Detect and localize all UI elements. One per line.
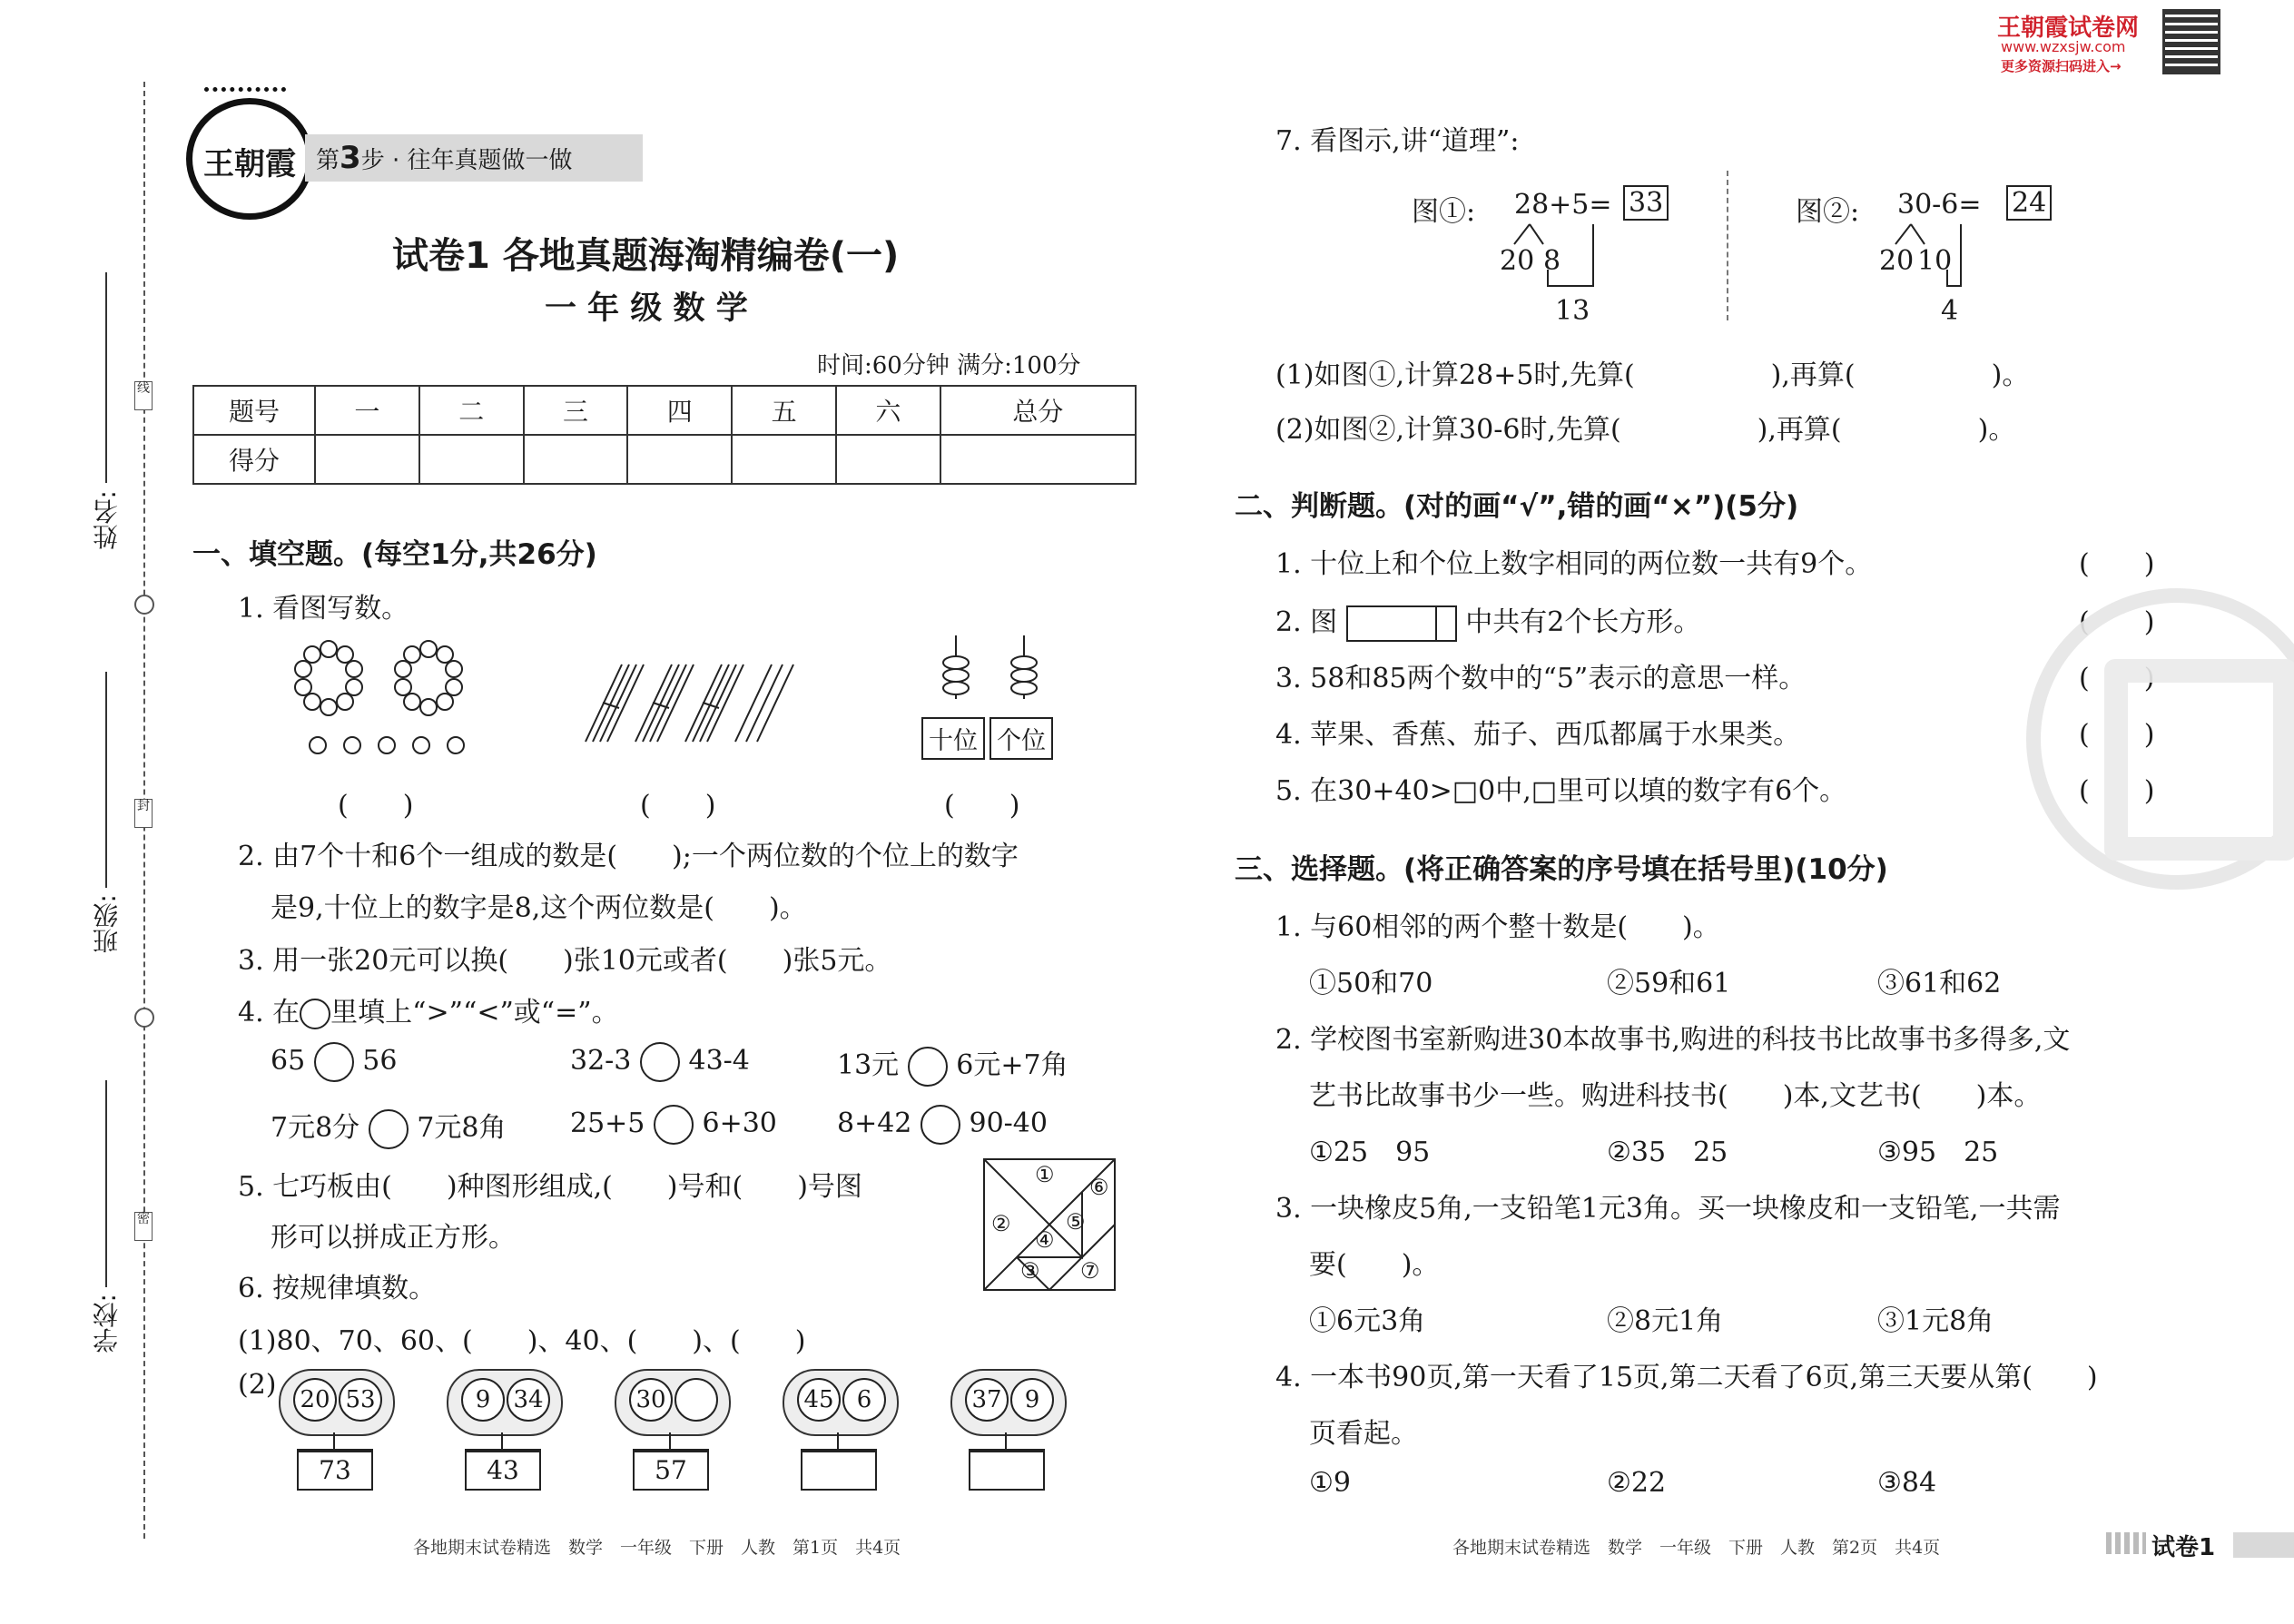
seal-mark-feng: 封 [134,799,153,828]
flower-stem [1005,1432,1007,1451]
fig1-split-sum: 13 [1555,295,1590,327]
judge-answer[interactable]: ( ) [2079,663,2155,694]
pot-number: 57 [633,1449,709,1491]
seal-mark-mi: 密 [134,1212,153,1241]
score-header-cell: 二 [419,386,524,435]
score-header-cell: 三 [524,386,628,435]
compare-item [570,1042,750,1082]
flower-center: 6 [842,1378,886,1422]
q4-text [238,989,619,1029]
compare-left: 8+42 [837,1107,912,1139]
score-header-cell: 总分 [940,386,1136,435]
compare-circle[interactable] [640,1042,680,1082]
compare-circle[interactable] [369,1109,409,1149]
loose-sticks [735,664,793,742]
score-cell[interactable] [315,435,419,484]
logo-badge [186,98,313,220]
score-table [192,385,1137,485]
compare-right: 56 [362,1045,398,1077]
flower-pot [613,1362,731,1489]
school-label: 学校: [92,1294,122,1353]
judge-answer[interactable]: ( ) [2079,719,2155,751]
choice-q2-1: 2. 学校图书室新购进30本故事书,购进的科技书比故事书多得多,文 [1275,1024,2071,1056]
figure-divider [1727,171,1728,320]
paper-title: 试卷1 各地真题海淘精编卷(一) [392,235,900,277]
flower-stem [837,1432,839,1451]
tangram-label-3: ③ [1020,1258,1040,1284]
choice-q4-1: 4. 一本书90页,第一天看了15页,第二天看了6页,第三天要从第( ) [1275,1362,2098,1393]
compare-left: 25+5 [570,1107,645,1139]
score-cell[interactable] [524,435,628,484]
q2-text-2: 是9,十位上的数字是8,这个两位数是( )。 [271,892,807,924]
choice-option[interactable]: ①25 95 [1309,1137,1431,1168]
judge-item-2-b: 中共有2个长方形。 [1465,606,1701,638]
ten-bead-ring-2 [395,641,462,715]
choice-option[interactable]: ②35 25 [1607,1137,1728,1168]
flower-stem [669,1432,671,1451]
step-number: 3 [340,140,361,176]
fig2-split-a: 20 [1879,245,1915,277]
choice-q3-1: 3. 一块橡皮5角,一支铅笔1元3角。买一块橡皮和一支铅笔,一共需 [1275,1193,2061,1225]
flower-pot [949,1362,1067,1489]
score-cell[interactable] [940,435,1136,484]
q1-text: 1. 看图写数。 [238,593,409,625]
flower-center: 9 [461,1378,505,1422]
bead-rings-figure [289,640,484,758]
compare-right: 6元+7角 [956,1049,1068,1081]
flower-center: 20 [293,1378,337,1422]
flower-pot [781,1362,899,1489]
fig2-split-b: 10 [1917,245,1953,277]
tangram-label-7: ⑦ [1080,1258,1100,1284]
tangram-label-6: ⑥ [1089,1175,1109,1200]
judge-item: 4. 苹果、香蕉、茄子、西瓜都属于水果类。 [1275,719,1801,751]
choice-option[interactable]: ②59和61 [1607,968,1731,999]
footer-pattern [2106,1532,2146,1554]
tangram-label-1: ① [1035,1162,1055,1187]
compare-item [570,1105,777,1145]
bundle-3 [685,664,743,742]
judge-item: 1. 十位上和个位上数字相同的两位数一共有9个。 [1275,548,1873,580]
choice-q1: 1. 与60相邻的两个整十数是( )。 [1275,911,1720,943]
choice-option[interactable]: ①9 [1309,1467,1351,1499]
binding-dot-2 [134,1008,154,1028]
score-cell[interactable] [627,435,732,484]
footer-left: 各地期末试卷精选 数学 一年级 下册 人教 第1页 共4页 [413,1538,901,1558]
pot-number-blank[interactable] [801,1449,877,1491]
q6-1-text: (1)80、70、60、( )、40、( )、( ) [238,1325,806,1357]
judge-answer[interactable]: ( ) [2079,775,2155,807]
footer-tag: 试卷1 [2151,1534,2216,1561]
abacus-label-tens: 十位 [921,717,985,760]
choice-option[interactable]: ③61和62 [1877,968,2002,999]
single-beads [310,737,464,753]
compare-left: 13元 [837,1049,900,1081]
judge-item: 3. 58和85两个数中的“5”表示的意思一样。 [1275,663,1807,694]
fig1-split-lines [1489,222,1616,331]
answer-paren[interactable]: ( ) [640,790,716,822]
compare-item [837,1105,1048,1145]
score-row-label: 得分 [193,435,315,484]
tangram-label-4: ④ [1035,1227,1055,1253]
choice-q3-2: 要( )。 [1309,1249,1440,1281]
score-header-cell: 四 [627,386,732,435]
step-pre: 第 [316,147,340,174]
footer-tag-bar [2233,1532,2294,1558]
compare-left: 7元8分 [271,1112,360,1144]
q6-text: 6. 按规律填数。 [238,1273,437,1304]
choice-option[interactable]: ①6元3角 [1309,1305,1426,1337]
step-banner [305,134,643,182]
pot-number-blank[interactable] [969,1449,1045,1491]
score-header-cell: 六 [836,386,940,435]
q3-text: 3. 用一张20元可以换( )张10元或者( )张5元。 [238,945,892,977]
score-table-header [193,386,1136,435]
choice-option[interactable]: ②8元1角 [1607,1305,1724,1337]
bundle-2 [635,664,694,742]
flower-center: 30 [629,1378,673,1422]
step-text: 步 · 往年真题做一做 [360,147,573,174]
score-header-cell: 五 [732,386,836,435]
q4-text-b: 里填上“>”“<”或“=”。 [330,997,619,1029]
pot-number: 43 [465,1449,541,1491]
fig1-answer: 33 [1623,185,1669,221]
binding-dot-1 [134,595,154,615]
judge-item: 5. 在30+40>□0中,□里可以填的数字有6个。 [1275,775,1847,807]
flower-pot [277,1362,395,1489]
bundle-1 [586,664,644,742]
compare-circle[interactable] [654,1105,694,1145]
flower-center: 53 [339,1378,382,1422]
flower-center: 34 [507,1378,550,1422]
judge-item-2-a: 2. 图 [1275,606,1338,638]
compare-right: 7元8角 [417,1112,507,1144]
fig2-expression: 30-6= [1897,189,1982,221]
flower-center: 45 [797,1378,841,1422]
choice-option[interactable]: ③84 [1877,1467,1937,1499]
judge-answer[interactable]: ( ) [2079,606,2155,638]
logo-crown [204,87,286,108]
fig2-answer: 24 [2006,185,2052,221]
section1-heading: 一、填空题。(每空1分,共26分) [192,538,597,571]
compare-item [271,1042,397,1082]
q2-text-1: 2. 由7个十和6个一组成的数是( );一个两位数的个位上的数字 [238,841,1019,872]
flower-pot [445,1362,563,1489]
q7-sub2: (2)如图②,计算30-6时,先算( ),再算( )。 [1275,414,2016,446]
compare-circle[interactable] [908,1047,948,1087]
choice-q4-2: 页看起。 [1309,1418,1418,1450]
logo-text: 王朝霞 [203,146,296,182]
q6-2-text: (2) [238,1369,277,1401]
compare-left: 65 [271,1045,306,1077]
compare-circle[interactable] [314,1042,354,1082]
flower-stem [333,1432,335,1451]
seal-mark-xian: 线 [134,381,153,410]
compare-item [837,1042,1068,1087]
pot-number: 73 [297,1449,373,1491]
class-label: 班级: [92,894,122,954]
section2-heading: 二、判断题。(对的画“√”,错的画“×”)(5分) [1235,490,1799,523]
time-info: 时间:60分钟 满分:100分 [817,352,1081,379]
rectangle-figure [1346,605,1457,642]
answer-paren[interactable]: ( ) [944,790,1020,822]
score-header-cell: 一 [315,386,419,435]
fig2-split-diff: 4 [1941,295,1959,327]
class-field[interactable] [105,672,107,888]
q5-text-1: 5. 七巧板由( )种图形组成,( )号和( )号图 [238,1171,862,1203]
compare-circle-icon [300,999,330,1029]
name-field[interactable] [105,272,107,483]
answer-paren[interactable]: ( ) [338,790,414,822]
stick-bundles-figure [581,655,808,746]
score-cell[interactable] [419,435,524,484]
name-label: 姓名: [92,490,122,550]
fig1-split-b: 8 [1543,245,1561,277]
choice-q2-2: 艺书比故事书少一些。购进科技书( )本,文艺书( )本。 [1309,1080,2042,1112]
judge-item [1275,599,1700,642]
fig1-expression: 28+5= [1514,189,1612,221]
fig2-split-lines [1870,222,1997,331]
tangram-label-5: ⑤ [1066,1209,1086,1235]
q7-title: 7. 看图示,讲“道理”: [1275,125,1520,157]
score-table-row [193,435,1136,484]
brand-name: 王朝霞试卷网 [1997,15,2140,42]
ten-bead-ring-1 [295,641,362,715]
flower-stem [501,1432,503,1451]
choice-option[interactable]: ③95 25 [1877,1137,1999,1168]
tangram-label-2: ② [991,1211,1011,1236]
score-cell[interactable] [836,435,940,484]
fig2-label: 图②: [1796,196,1860,228]
flower-center-blank[interactable] [674,1378,718,1422]
compare-circle[interactable] [921,1105,960,1145]
flower-center: 9 [1010,1378,1054,1422]
qr-code-icon[interactable] [2162,9,2220,74]
q7-sub1: (1)如图①,计算28+5时,先算( ),再算( )。 [1275,359,2030,391]
brand-url: www.wzxsjw.com [2001,38,2126,55]
flower-center: 37 [965,1378,1009,1422]
choice-option[interactable]: ①50和70 [1309,968,1433,999]
choice-option[interactable]: ②22 [1607,1467,1667,1499]
footer-right: 各地期末试卷精选 数学 一年级 下册 人教 第2页 共4页 [1452,1538,1941,1558]
abacus-figure [917,635,1053,699]
school-field[interactable] [105,1080,107,1287]
fig1-label: 图①: [1412,196,1476,228]
score-header-cell: 题号 [193,386,315,435]
brand-more: 更多资源扫码进入→ [2001,58,2122,74]
compare-item [271,1105,506,1149]
score-cell[interactable] [732,435,836,484]
q4-text-a: 4. 在 [238,997,300,1029]
compare-right: 43-4 [688,1045,750,1077]
compare-right: 6+30 [702,1107,777,1139]
paper-subtitle: 一 年 级 数 学 [545,290,748,327]
abacus-label-ones: 个位 [989,717,1053,760]
compare-right: 90-40 [969,1107,1048,1139]
secret-seal-watermark-icon [2026,588,2294,890]
choice-option[interactable]: ③1元8角 [1877,1305,1994,1337]
judge-answer[interactable]: ( ) [2079,548,2155,580]
section3-heading: 三、选择题。(将正确答案的序号填在括号里)(10分) [1235,853,1888,886]
compare-left: 32-3 [570,1045,632,1077]
fig1-split-a: 20 [1500,245,1535,277]
q5-text-2: 形可以拼成正方形。 [271,1222,516,1254]
